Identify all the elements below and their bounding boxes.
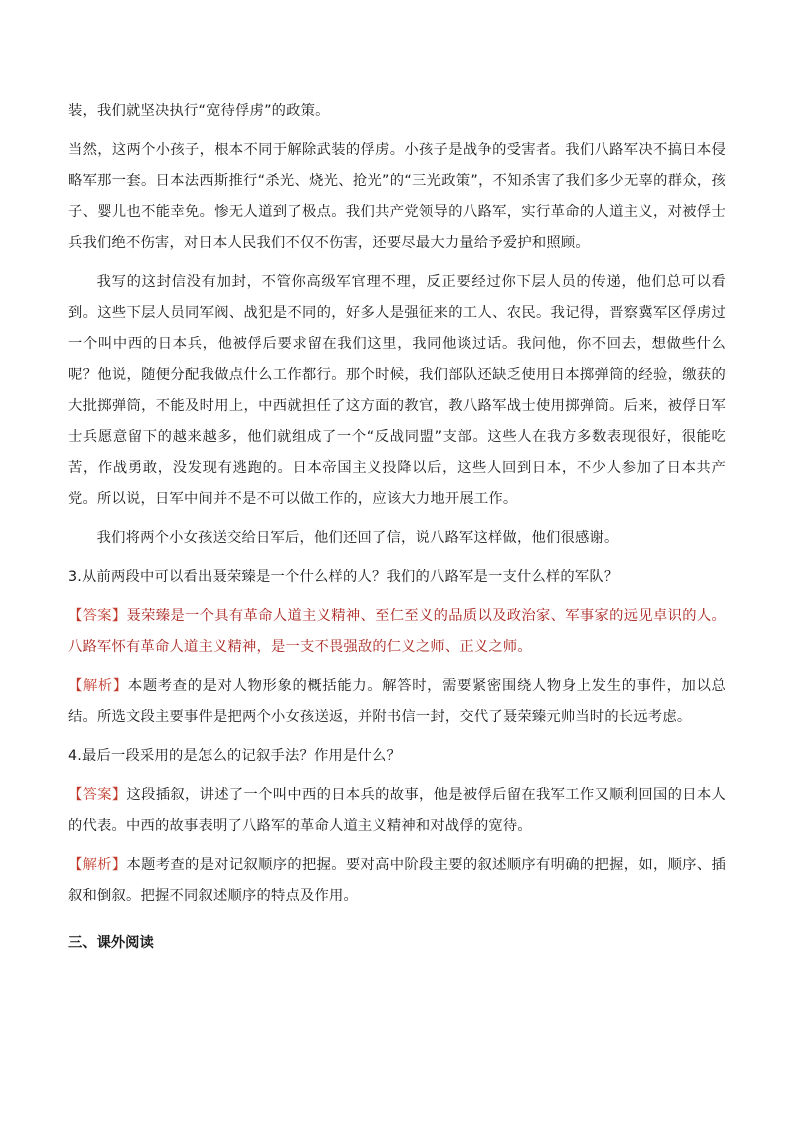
answer-4-text: 这段插叙，讲述了一个叫中西的日本兵的故事，他是被俘后留在我军工作又顺利回国的日本人的代表。中西的故事表明了八路军的革命人道主义精神和对战俘的宽待。 (68, 787, 726, 834)
answer-3 (68, 601, 726, 663)
analysis-4-text: 本题考查的是对记叙顺序的把握。要对高中阶段主要的叙述顺序有明确的把握，如，顺序、插叙和倒叙。把握不同叙述顺序的特点及作用。 (68, 857, 726, 904)
document-page (68, 96, 726, 959)
answer-tag: 【答案】 (68, 787, 127, 803)
analysis-3 (68, 671, 726, 733)
paragraph-3: 我写的这封信没有加封，不管你高级军官理不理，反正要经过你下层人员的传递，他们总可以看到。这些下层人员同军阀、战犯是不同的，好多人是强征来的工人、农民。我记得，晋察冀军区俘虏过一个叫中西的日本兵，他被俘后要求留在我们这里，我同他谈过话。我问他，你不回去，想做些什么呢？他说，随便分配我做点什么工作都行。那个时候，我们部队还缺乏使用日本掷弹筒的经验，缴获的大批掷弹筒，不能及时用上，中西就担任了这方面的教官，教八路军战士使用掷弹筒。后来，被俘日军士兵愿意留下的越来越多，他们就组成了一个“反战同盟”支部。这些人在我方多数表现很好，很能吃苦，作战勇敢，没发现有逃跑的。日本帝国主义投降以后，这些人回到日本，不少人参加了日本共产党。所以说，日军中间并不是不可以做工作的，应该大力地开展工作。 (68, 274, 726, 507)
analysis-4 (68, 850, 726, 912)
analysis-3-text: 本题考查的是对人物形象的概括能力。解答时，需要紧密围绕人物身上发生的事件，加以总结。所选文段主要事件是把两个小女孩送返，并附书信一封，交代了聂荣臻元帅当时的长远考虑。 (68, 678, 726, 725)
answer-tag: 【答案】 (68, 608, 127, 624)
question-3: 3.从前两段中可以看出聂荣臻是一个什么样的人？我们的八路军是一支什么样的军队？ (68, 569, 619, 585)
answer-4 (68, 780, 726, 842)
paragraph-4: 我们将两个小女孩送交给日军后，他们还回了信，说八路军这样做，他们很感谢。 (96, 530, 619, 546)
paragraph-1: 装，我们就坚决执行“宽待俘虏”的政策。 (68, 103, 330, 119)
analysis-tag: 【解析】 (68, 678, 128, 694)
answer-3-text: 聂荣臻是一个具有革命人道主义精神、至仁至义的品质以及政治家、军事家的远见卓识的人。八路军怀有革命人道主义精神，是一支不畏强敌的仁义之师、正义之师。 (68, 608, 726, 655)
analysis-tag: 【解析】 (68, 857, 127, 873)
section-heading: 三、课外阅读 (68, 935, 154, 951)
paragraph-2: 当然，这两个小孩子，根本不同于解除武装的俘虏。小孩子是战争的受害者。我们八路军决不搞日本侵略军那一套。日本法西斯推行“杀光、烧光、抢光”的“三光政策”，不知杀害了我们多少无辜的群众，孩子、婴儿也不能幸免。惨无人道到了极点。我们共产党领导的八路军，实行革命的人道主义，对被俘士兵我们绝不伤害，对日本人民我们不仅不伤害，还要尽最大力量给予爱护和照顾。 (68, 142, 726, 251)
question-4: 4.最后一段采用的是怎么的记叙手法？作用是什么？ (68, 748, 401, 764)
